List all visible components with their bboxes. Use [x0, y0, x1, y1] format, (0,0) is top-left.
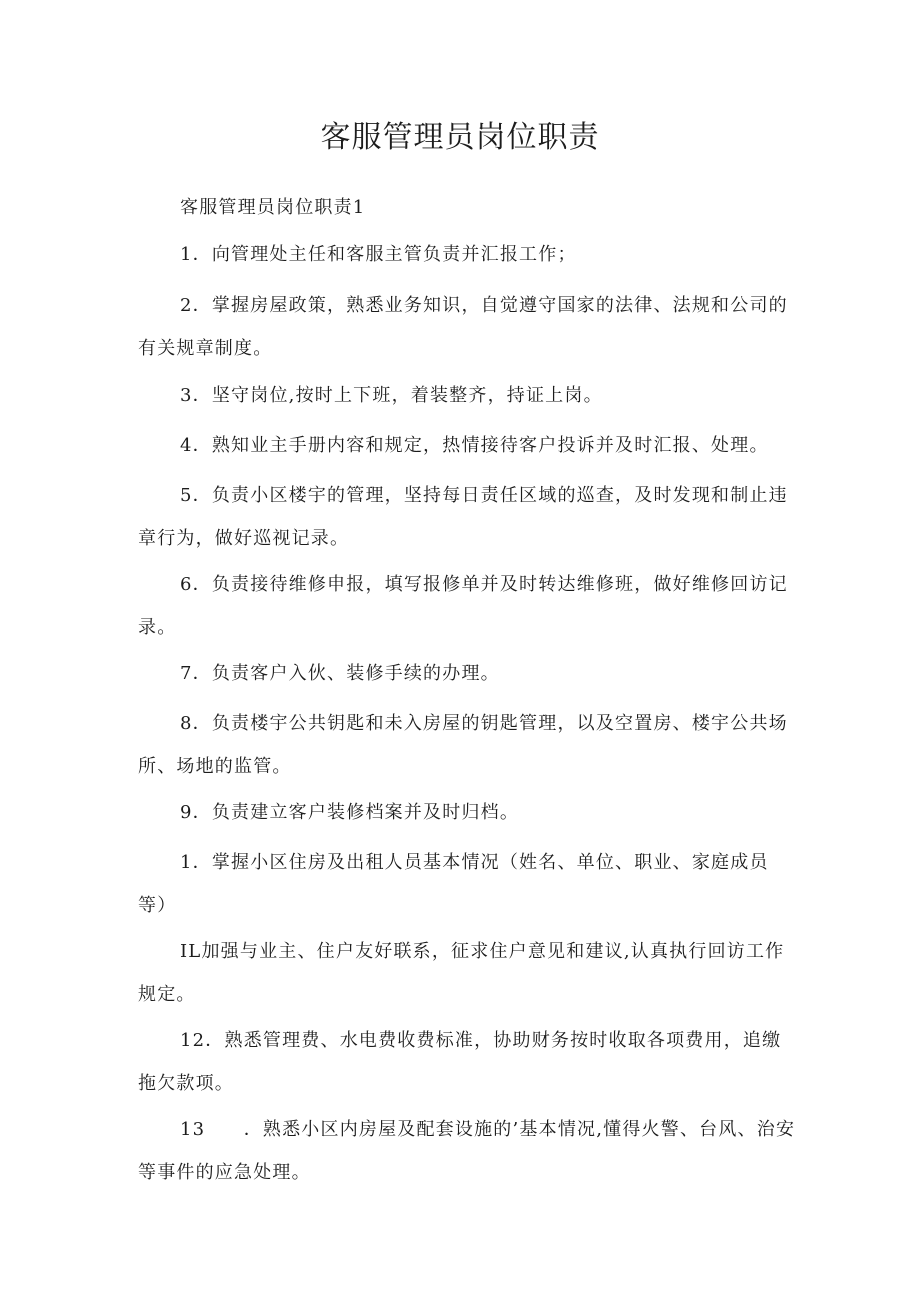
- duty-item-6: 6．负责接待维修申报，填写报修单并及时转达维修班，做好维修回访记录。: [138, 574, 788, 638]
- duty-item-10: 1．掌握小区住房及出租人员基本情况（姓名、单位、职业、家庭成员等）: [138, 852, 769, 916]
- duty-item-12: 12．熟悉管理费、水电费收费标准，协助财务按时收取各项费用，追缴拖欠款项。: [138, 1030, 782, 1094]
- duty-item-1: 1．向管理处主任和客服主管负责并汇报工作；: [180, 244, 577, 265]
- duty-item-7: 7．负责客户入伙、装修手续的办理。: [180, 663, 500, 684]
- duty-item-8: 8．负责楼宇公共钥匙和未入房屋的钥匙管理，以及空置房、楼宇公共场所、场地的监管。: [138, 713, 788, 777]
- duty-item-5: 5．负责小区楼宇的管理，坚持每日责任区域的巡查，及时发现和制止违章行为，做好巡视记录。: [138, 485, 788, 549]
- duty-item-11: IL加强与业主、住户友好联系，征求住户意见和建议,认真执行回访工作规定。: [138, 941, 785, 1005]
- section-subtitle: 客服管理员岗位职责1: [180, 197, 366, 218]
- duty-item-2: 2．掌握房屋政策，熟悉业务知识，自觉遵守国家的法律、法规和公司的有关规章制度。: [138, 295, 788, 359]
- document-title: 客服管理员岗位职责: [320, 120, 600, 155]
- duty-item-3: 3．坚守岗位,按时上下班，着装整齐，持证上岗。: [180, 385, 603, 406]
- duty-item-13: 13 ．熟悉小区内房屋及配套设施的’基本情况,懂得火警、台风、治安等事件的应急处理。: [138, 1119, 796, 1183]
- duty-item-4: 4．熟知业主手册内容和规定，热情接待客户投诉并及时汇报、处理。: [180, 435, 769, 456]
- duty-item-9: 9．负责建立客户装修档案并及时归档。: [180, 802, 520, 823]
